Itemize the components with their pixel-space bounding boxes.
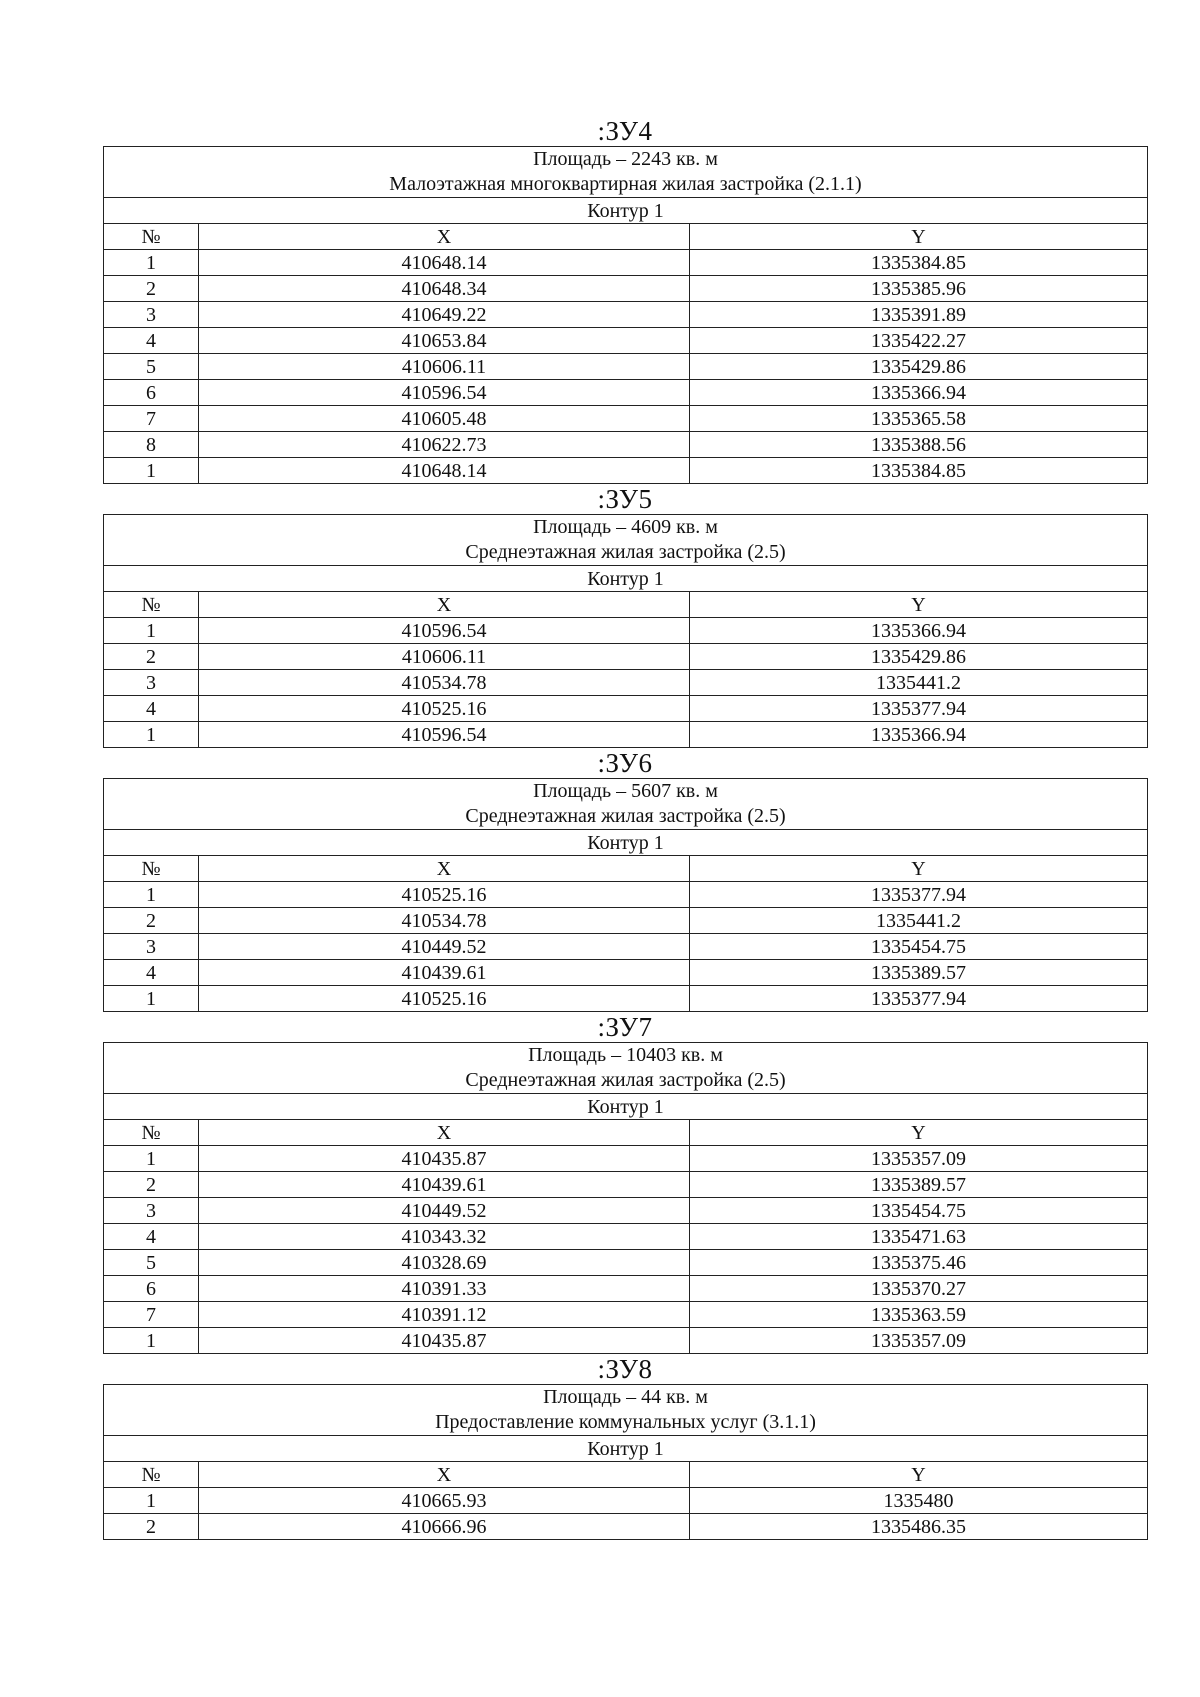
x-coordinate: 410525.16 <box>199 986 690 1012</box>
contour-row <box>104 198 1148 224</box>
point-number: 7 <box>104 406 199 432</box>
x-coordinate: 410665.93 <box>199 1488 690 1514</box>
header-y: Y <box>690 224 1148 250</box>
y-coordinate: 1335454.75 <box>690 934 1148 960</box>
header-row <box>104 592 1148 618</box>
y-coordinate: 1335429.86 <box>690 354 1148 380</box>
y-coordinate: 1335357.09 <box>690 1146 1148 1172</box>
plot-area: Площадь – 44 кв. м <box>543 1386 708 1408</box>
plot-section <box>103 1354 1147 1540</box>
contour-label: Контур 1 <box>104 830 1148 856</box>
table-row <box>104 696 1148 722</box>
y-coordinate: 1335384.85 <box>690 250 1148 276</box>
header-row <box>104 1120 1148 1146</box>
contour-label: Контур 1 <box>104 198 1148 224</box>
y-coordinate: 1335370.27 <box>690 1276 1148 1302</box>
plot-land-use: Малоэтажная многоквартирная жилая застройка (2.1.1) <box>389 173 862 195</box>
contour-row <box>104 566 1148 592</box>
x-coordinate: 410343.32 <box>199 1224 690 1250</box>
contour-label: Контур 1 <box>104 1436 1148 1462</box>
y-coordinate: 1335377.94 <box>690 882 1148 908</box>
x-coordinate: 410653.84 <box>199 328 690 354</box>
point-number: 3 <box>104 934 199 960</box>
coordinates-table <box>103 1042 1148 1354</box>
table-row <box>104 908 1148 934</box>
table-row <box>104 1250 1148 1276</box>
table-row <box>104 302 1148 328</box>
header-row <box>104 856 1148 882</box>
x-coordinate: 410449.52 <box>199 934 690 960</box>
x-coordinate: 410534.78 <box>199 670 690 696</box>
y-coordinate: 1335366.94 <box>690 618 1148 644</box>
point-number: 7 <box>104 1302 199 1328</box>
x-coordinate: 410391.12 <box>199 1302 690 1328</box>
header-num: № <box>104 592 199 618</box>
info-row <box>104 779 1148 830</box>
plot-section <box>103 484 1147 748</box>
y-coordinate: 1335385.96 <box>690 276 1148 302</box>
table-row <box>104 380 1148 406</box>
table-row <box>104 722 1148 748</box>
y-coordinate: 1335365.58 <box>690 406 1148 432</box>
info-row <box>104 515 1148 566</box>
contour-row <box>104 830 1148 856</box>
y-coordinate: 1335471.63 <box>690 1224 1148 1250</box>
coordinates-table <box>103 1384 1148 1540</box>
table-body <box>104 1385 1148 1540</box>
plot-info-cell <box>104 147 1148 198</box>
header-num: № <box>104 856 199 882</box>
plot-area: Площадь – 4609 кв. м <box>533 516 718 538</box>
y-coordinate: 1335388.56 <box>690 432 1148 458</box>
header-x: X <box>199 1462 690 1488</box>
x-coordinate: 410596.54 <box>199 618 690 644</box>
plot-area: Площадь – 10403 кв. м <box>528 1044 723 1066</box>
header-x: X <box>199 592 690 618</box>
point-number: 3 <box>104 670 199 696</box>
point-number: 2 <box>104 1514 199 1540</box>
x-coordinate: 410435.87 <box>199 1146 690 1172</box>
coordinates-table <box>103 514 1148 748</box>
y-coordinate: 1335454.75 <box>690 1198 1148 1224</box>
point-number: 4 <box>104 696 199 722</box>
y-coordinate: 1335391.89 <box>690 302 1148 328</box>
y-coordinate: 1335389.57 <box>690 1172 1148 1198</box>
y-coordinate: 1335366.94 <box>690 722 1148 748</box>
table-row <box>104 644 1148 670</box>
point-number: 6 <box>104 380 199 406</box>
point-number: 1 <box>104 882 199 908</box>
header-y: Y <box>690 856 1148 882</box>
header-num: № <box>104 1462 199 1488</box>
y-coordinate: 1335366.94 <box>690 380 1148 406</box>
point-number: 4 <box>104 960 199 986</box>
coordinates-table <box>103 778 1148 1012</box>
table-row <box>104 1276 1148 1302</box>
header-x: X <box>199 1120 690 1146</box>
x-coordinate: 410649.22 <box>199 302 690 328</box>
plot-info-cell <box>104 779 1148 830</box>
table-body <box>104 515 1148 748</box>
point-number: 1 <box>104 722 199 748</box>
header-num: № <box>104 1120 199 1146</box>
point-number: 4 <box>104 1224 199 1250</box>
plot-land-use: Среднеэтажная жилая застройка (2.5) <box>465 1069 786 1091</box>
x-coordinate: 410391.33 <box>199 1276 690 1302</box>
info-row <box>104 1385 1148 1436</box>
header-x: X <box>199 856 690 882</box>
x-coordinate: 410439.61 <box>199 960 690 986</box>
table-row <box>104 1172 1148 1198</box>
x-coordinate: 410596.54 <box>199 722 690 748</box>
x-coordinate: 410328.69 <box>199 1250 690 1276</box>
x-coordinate: 410525.16 <box>199 882 690 908</box>
y-coordinate: 1335375.46 <box>690 1250 1148 1276</box>
point-number: 2 <box>104 276 199 302</box>
table-row <box>104 618 1148 644</box>
table-row <box>104 1146 1148 1172</box>
x-coordinate: 410605.48 <box>199 406 690 432</box>
x-coordinate: 410596.54 <box>199 380 690 406</box>
table-row <box>104 354 1148 380</box>
plot-title: :ЗУ6 <box>597 748 653 778</box>
x-coordinate: 410439.61 <box>199 1172 690 1198</box>
table-row <box>104 328 1148 354</box>
header-y: Y <box>690 592 1148 618</box>
x-coordinate: 410606.11 <box>199 354 690 380</box>
table-row <box>104 934 1148 960</box>
y-coordinate: 1335389.57 <box>690 960 1148 986</box>
x-coordinate: 410525.16 <box>199 696 690 722</box>
y-coordinate: 1335429.86 <box>690 644 1148 670</box>
table-row <box>104 458 1148 484</box>
x-coordinate: 410648.34 <box>199 276 690 302</box>
table-row <box>104 1224 1148 1250</box>
header-row <box>104 1462 1148 1488</box>
point-number: 5 <box>104 354 199 380</box>
y-coordinate: 1335441.2 <box>690 908 1148 934</box>
table-body <box>104 147 1148 484</box>
x-coordinate: 410534.78 <box>199 908 690 934</box>
point-number: 1 <box>104 1328 199 1354</box>
point-number: 3 <box>104 302 199 328</box>
table-row <box>104 670 1148 696</box>
y-coordinate: 1335377.94 <box>690 696 1148 722</box>
x-coordinate: 410449.52 <box>199 1198 690 1224</box>
x-coordinate: 410622.73 <box>199 432 690 458</box>
y-coordinate: 1335480 <box>690 1488 1148 1514</box>
table-row <box>104 1488 1148 1514</box>
table-row <box>104 960 1148 986</box>
point-number: 1 <box>104 1146 199 1172</box>
plot-title: :ЗУ4 <box>597 116 653 146</box>
table-row <box>104 250 1148 276</box>
table-row <box>104 1198 1148 1224</box>
y-coordinate: 1335441.2 <box>690 670 1148 696</box>
point-number: 5 <box>104 1250 199 1276</box>
plot-area: Площадь – 5607 кв. м <box>533 780 718 802</box>
plot-title: :ЗУ5 <box>597 484 653 514</box>
contour-row <box>104 1436 1148 1462</box>
plot-title: :ЗУ8 <box>597 1354 653 1384</box>
y-coordinate: 1335363.59 <box>690 1302 1148 1328</box>
y-coordinate: 1335357.09 <box>690 1328 1148 1354</box>
plot-land-use: Предоставление коммунальных услуг (3.1.1) <box>435 1411 816 1433</box>
header-x: X <box>199 224 690 250</box>
plot-area: Площадь – 2243 кв. м <box>533 148 718 170</box>
coordinates-table <box>103 146 1148 484</box>
point-number: 2 <box>104 908 199 934</box>
x-coordinate: 410435.87 <box>199 1328 690 1354</box>
point-number: 2 <box>104 644 199 670</box>
table-row <box>104 406 1148 432</box>
plot-info-cell <box>104 515 1148 566</box>
table-row <box>104 1514 1148 1540</box>
point-number: 1 <box>104 250 199 276</box>
point-number: 1 <box>104 618 199 644</box>
table-row <box>104 986 1148 1012</box>
point-number: 6 <box>104 1276 199 1302</box>
plot-title: :ЗУ7 <box>597 1012 653 1042</box>
contour-row <box>104 1094 1148 1120</box>
plot-info-cell <box>104 1043 1148 1094</box>
table-row <box>104 1302 1148 1328</box>
point-number: 4 <box>104 328 199 354</box>
info-row <box>104 147 1148 198</box>
contour-label: Контур 1 <box>104 566 1148 592</box>
table-body <box>104 779 1148 1012</box>
point-number: 8 <box>104 432 199 458</box>
table-row <box>104 882 1148 908</box>
y-coordinate: 1335486.35 <box>690 1514 1148 1540</box>
x-coordinate: 410648.14 <box>199 458 690 484</box>
point-number: 1 <box>104 1488 199 1514</box>
point-number: 1 <box>104 458 199 484</box>
document-body <box>103 116 1147 1540</box>
plot-section <box>103 748 1147 1012</box>
x-coordinate: 410606.11 <box>199 644 690 670</box>
x-coordinate: 410666.96 <box>199 1514 690 1540</box>
y-coordinate: 1335377.94 <box>690 986 1148 1012</box>
contour-label: Контур 1 <box>104 1094 1148 1120</box>
point-number: 3 <box>104 1198 199 1224</box>
plot-info-cell <box>104 1385 1148 1436</box>
table-row <box>104 432 1148 458</box>
header-y: Y <box>690 1120 1148 1146</box>
info-row <box>104 1043 1148 1094</box>
plot-section <box>103 116 1147 484</box>
table-row <box>104 276 1148 302</box>
y-coordinate: 1335422.27 <box>690 328 1148 354</box>
plot-land-use: Среднеэтажная жилая застройка (2.5) <box>465 805 786 827</box>
header-y: Y <box>690 1462 1148 1488</box>
x-coordinate: 410648.14 <box>199 250 690 276</box>
table-body <box>104 1043 1148 1354</box>
table-row <box>104 1328 1148 1354</box>
point-number: 1 <box>104 986 199 1012</box>
header-num: № <box>104 224 199 250</box>
point-number: 2 <box>104 1172 199 1198</box>
plot-land-use: Среднеэтажная жилая застройка (2.5) <box>465 541 786 563</box>
y-coordinate: 1335384.85 <box>690 458 1148 484</box>
plot-section <box>103 1012 1147 1354</box>
header-row <box>104 224 1148 250</box>
